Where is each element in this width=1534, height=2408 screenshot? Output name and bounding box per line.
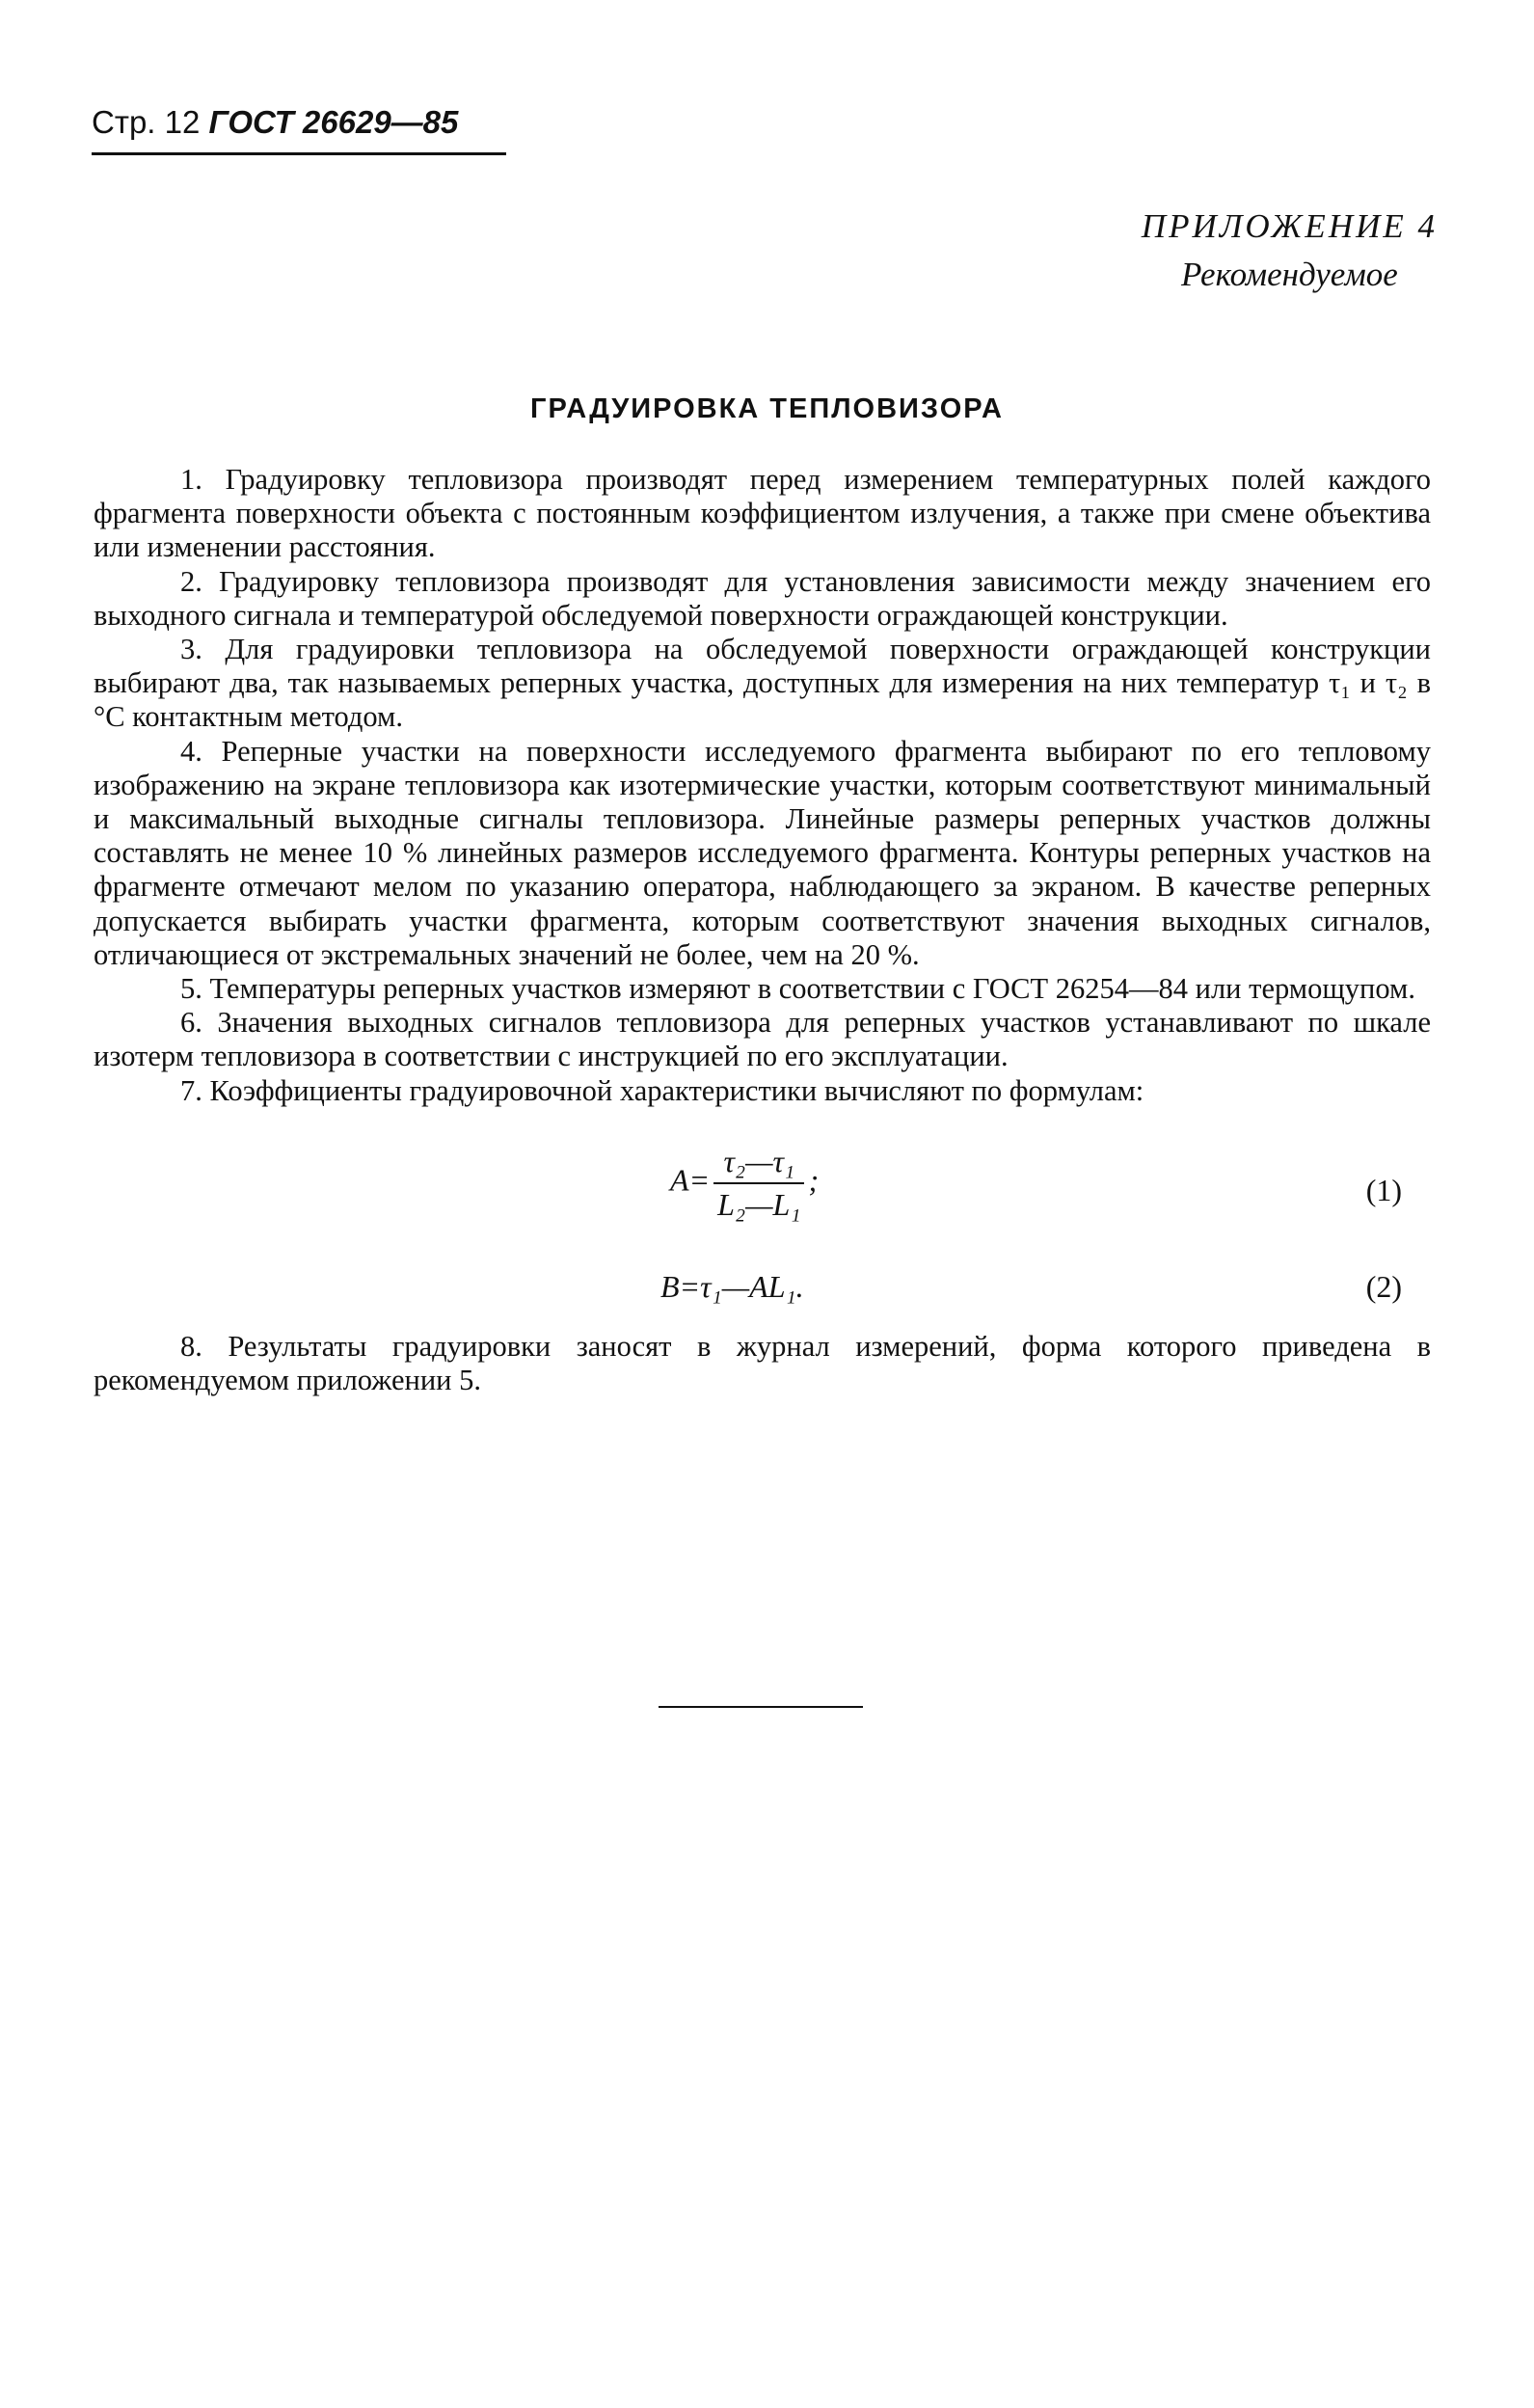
paragraph-4: 4. Реперные участки на поверхности исследуемого фрагмента выбирают по его тепловому изображению на экране тепловизора как изотермические участки, которым соответствуют минимальный и максимальный выходные сигналы тепловизора. Линейные размеры реперных участков должны составлять не менее 10 % линейных размеров исследуемого фрагмента. Контуры реперных участков на фрагменте отмечают мелом по указанию оператора, наблюдающего за экраном. В качестве реперных допускается выбирать участки фрагмента, которым соответствуют значения выходных сигналов, отличающиеся от экстремальных значений не более, чем на 20 %. xyxy=(94,734,1431,971)
paragraph-7: 7. Коэффициенты градуировочной характеристики вычисляют по формулам: xyxy=(180,1073,1144,1107)
formula-1-denominator: L₂—L₁ xyxy=(717,1187,801,1223)
formula-1-lhs: A= xyxy=(670,1162,711,1198)
formula-block xyxy=(94,1108,1431,1330)
formula-1-fraction xyxy=(713,1145,804,1222)
header-underline xyxy=(92,152,506,155)
document-body xyxy=(94,463,1431,1397)
appendix-label: ПРИЛОЖЕНИЕ 4 xyxy=(1141,207,1438,245)
formula-1-number: (1) xyxy=(1365,1172,1402,1207)
appendix-status: Рекомендуемое xyxy=(1180,256,1398,293)
formula-2-number: (2) xyxy=(1365,1268,1402,1304)
page-header xyxy=(92,104,458,141)
appendix-block xyxy=(1142,203,1438,299)
formula-2: B=τ₁—AL₁. xyxy=(660,1268,804,1304)
paragraph-1: 1. Градуировку тепловизора производят перед измерением температурных полей каждого фрагмента поверхности объекта с постоянным коэффициентом излучения, а также при смене объектива или изменении расстояния. xyxy=(94,463,1431,564)
formula-1-tail: ; xyxy=(808,1162,820,1198)
standard-code: ГОСТ 26629—85 xyxy=(208,104,459,140)
paragraph-5: 5. Температуры реперных участков измеряют в соответствии с ГОСТ 26254—84 или термощупом. xyxy=(180,972,1415,1006)
paragraph-8: 8. Результаты градуировки заносят в журнал измерений, форма которого приведена в рекомендуемом приложении 5. xyxy=(94,1329,1431,1397)
paragraph-6: 6. Значения выходных сигналов тепловизора для реперных участков устанавливают по шкале изотерм тепловизора в соответствии с инструкцией по его эксплуатации. xyxy=(94,1006,1431,1073)
paragraph-3: 3. Для градуировки тепловизора на обследуемой поверхности ограждающей конструкции выбирают два, так называемых реперных участка, доступных для измерения на них температур τ₁ и τ₂ в °С контактным методом. xyxy=(94,633,1431,734)
formula-1-numerator: τ₂—τ₁ xyxy=(713,1145,804,1184)
paragraph-2: 2. Градуировку тепловизора производят для установления зависимости между значением его выходного сигнала и температурой обследуемой поверхности ограждающей конструкции. xyxy=(94,564,1431,632)
end-divider xyxy=(659,1706,863,1708)
document-title: ГРАДУИРОВКА ТЕПЛОВИЗОРА xyxy=(530,393,1004,424)
formula-1 xyxy=(670,1145,819,1222)
page-number: Стр. 12 xyxy=(92,104,201,140)
